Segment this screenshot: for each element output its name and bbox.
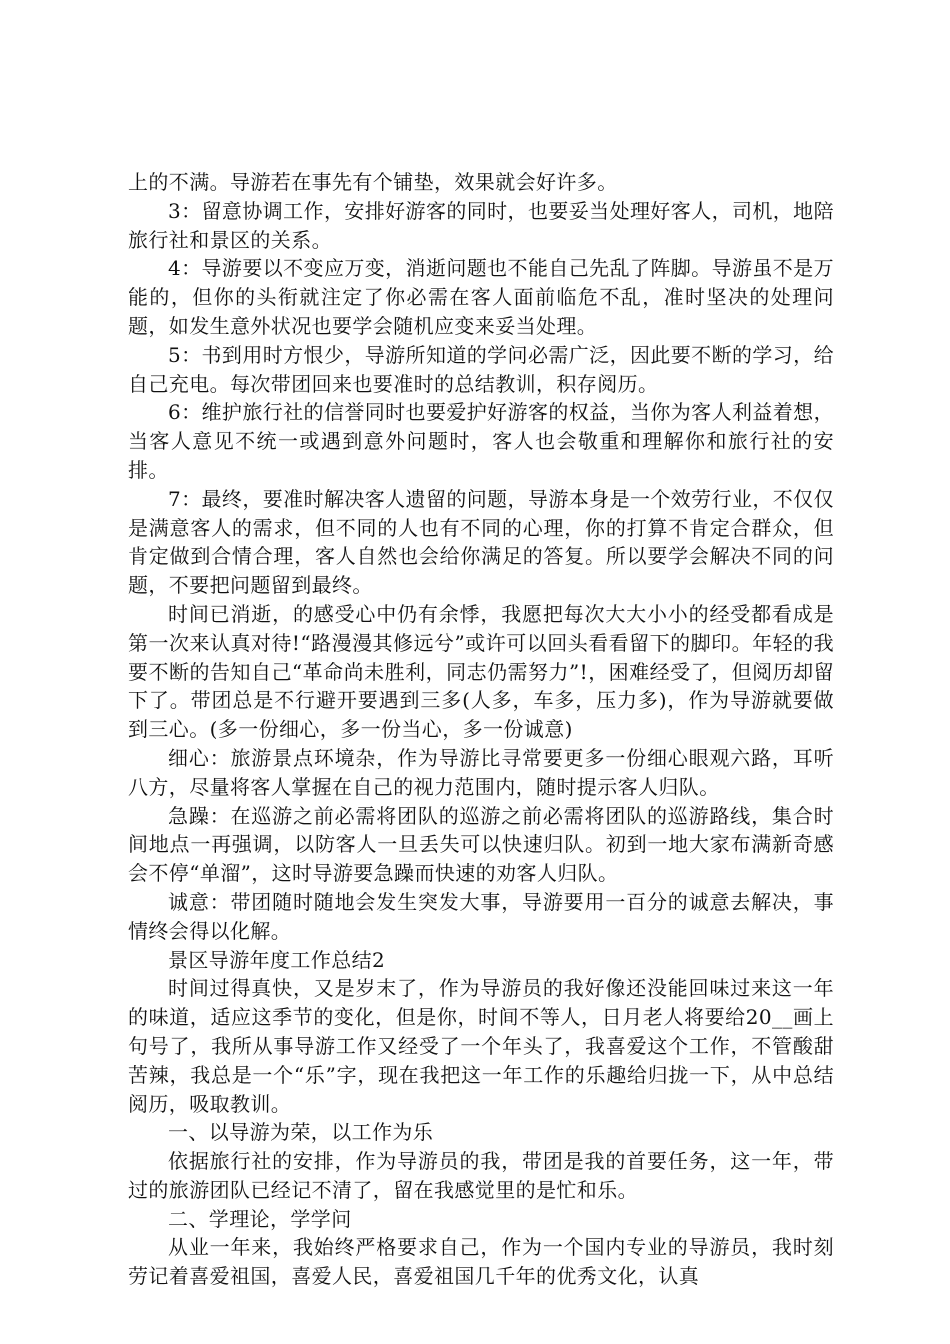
- paragraph-reflection: 时间已消逝，的感受心中仍有余悸，我愿把每次大大小小的经受都看成是第一次来认真对待!“路漫漫其修远兮”或许可以回头看看留下的脚印。年轻的我要不断的告知自己“革命尚未胜利，同志仍需努力”!，困难经受了，但阅历却留下了。带团总是不行避开要遇到三多(人多，车多，压力多)，作为导游就要做到三心。(多一份细心，多一份当心，多一份诚意): [128, 601, 834, 742]
- paragraph-item-6: 6：维护旅行社的信誉同时也要爱护好游客的权益，当你为客人利益着想，当客人意见不统一或遇到意外问题时，客人也会敬重和理解你和旅行社的安排。: [128, 400, 834, 482]
- document-page: [128, 168, 834, 1291]
- paragraph-item-3: 3：留意协调工作，安排好游客的同时，也要妥当处理好客人，司机，地陪旅行社和景区的关系。: [128, 198, 834, 252]
- paragraph-0: 上的不满。导游若在事先有个铺垫，效果就会好许多。: [128, 170, 618, 194]
- heading-two: 二、学理论，学学问: [168, 1206, 352, 1231]
- paragraph-item-5: 5：书到用时方恨少，导游所知道的学问必需广泛，因此要不断的学习，给自己充电。每次带团回来也要准时的总结教训，积存阅历。: [128, 342, 834, 396]
- paragraph-heading-two-body: 从业一年来，我始终严格要求自己，作为一个国内专业的导游员，我时刻劳记着喜爱祖国，喜爱人民，喜爱祖国几千年的优秀文化，认真: [128, 1235, 834, 1289]
- paragraph-item-4: 4：导游要以不变应万变，消逝问题也不能自己先乱了阵脚。导游虽不是万能的，但你的头衔就注定了你必需在客人面前临危不乱，准时坚决的处理问题，如发生意外状况也要学会随机应变来妥当处理。: [128, 256, 834, 338]
- paragraph-urgent: 急躁：在巡游之前必需将团队的巡游之前必需将团队的巡游路线，集合时间地点一再强调，以防客人一旦丢失可以快速归队。初到一地大家布满新奇感会不停“单溜”，这时导游要急躁而快速的劝客人归队。: [128, 803, 834, 886]
- paragraph-item-7: 7：最终，要准时解决客人遗留的问题，导游本身是一个效劳行业，不仅仅是满意客人的需求，但不同的人也有不同的心理，你的打算不肯定合群众，但肯定做到合情合理，客人自然也会给你满足的答复。所以要学会解决不同的问题，不要把问题留到最终。: [128, 486, 834, 598]
- paragraph-sincere: 诚意：带团随时随地会发生突发大事，导游要用一百分的诚意去解决，事情终会得以化解。: [128, 889, 834, 943]
- paragraph-careful: 细心：旅游景点环境杂，作为导游比寻常要更多一份细心眼观六路，耳听八方，尽量将客人掌握在自己的视力范围内，随时提示客人归队。: [128, 745, 834, 799]
- paragraph-intro: 时间过得真快，又是岁末了，作为导游员的我好像还没能回味过来这一年的味道，适应这季节的变化，但是你，时间不等人，日月老人将要给20__画上句号了，我所从事导游工作又经受了一个年头了，我喜爱这个工作，不管酸甜苦辣，我总是一个“乐”字，现在我把这一年工作的乐趣给归拢一下，从中总结阅历，吸取教训。: [128, 976, 834, 1116]
- heading-one: 一、以导游为荣，以工作为乐: [168, 1120, 434, 1145]
- section-title: 景区导游年度工作总结2: [168, 947, 386, 972]
- paragraph-heading-one-body: 依据旅行社的安排，作为导游员的我，带团是我的首要任务，这一年，带过的旅游团队已经记不清了，留在我感觉里的是忙和乐。: [128, 1149, 834, 1202]
